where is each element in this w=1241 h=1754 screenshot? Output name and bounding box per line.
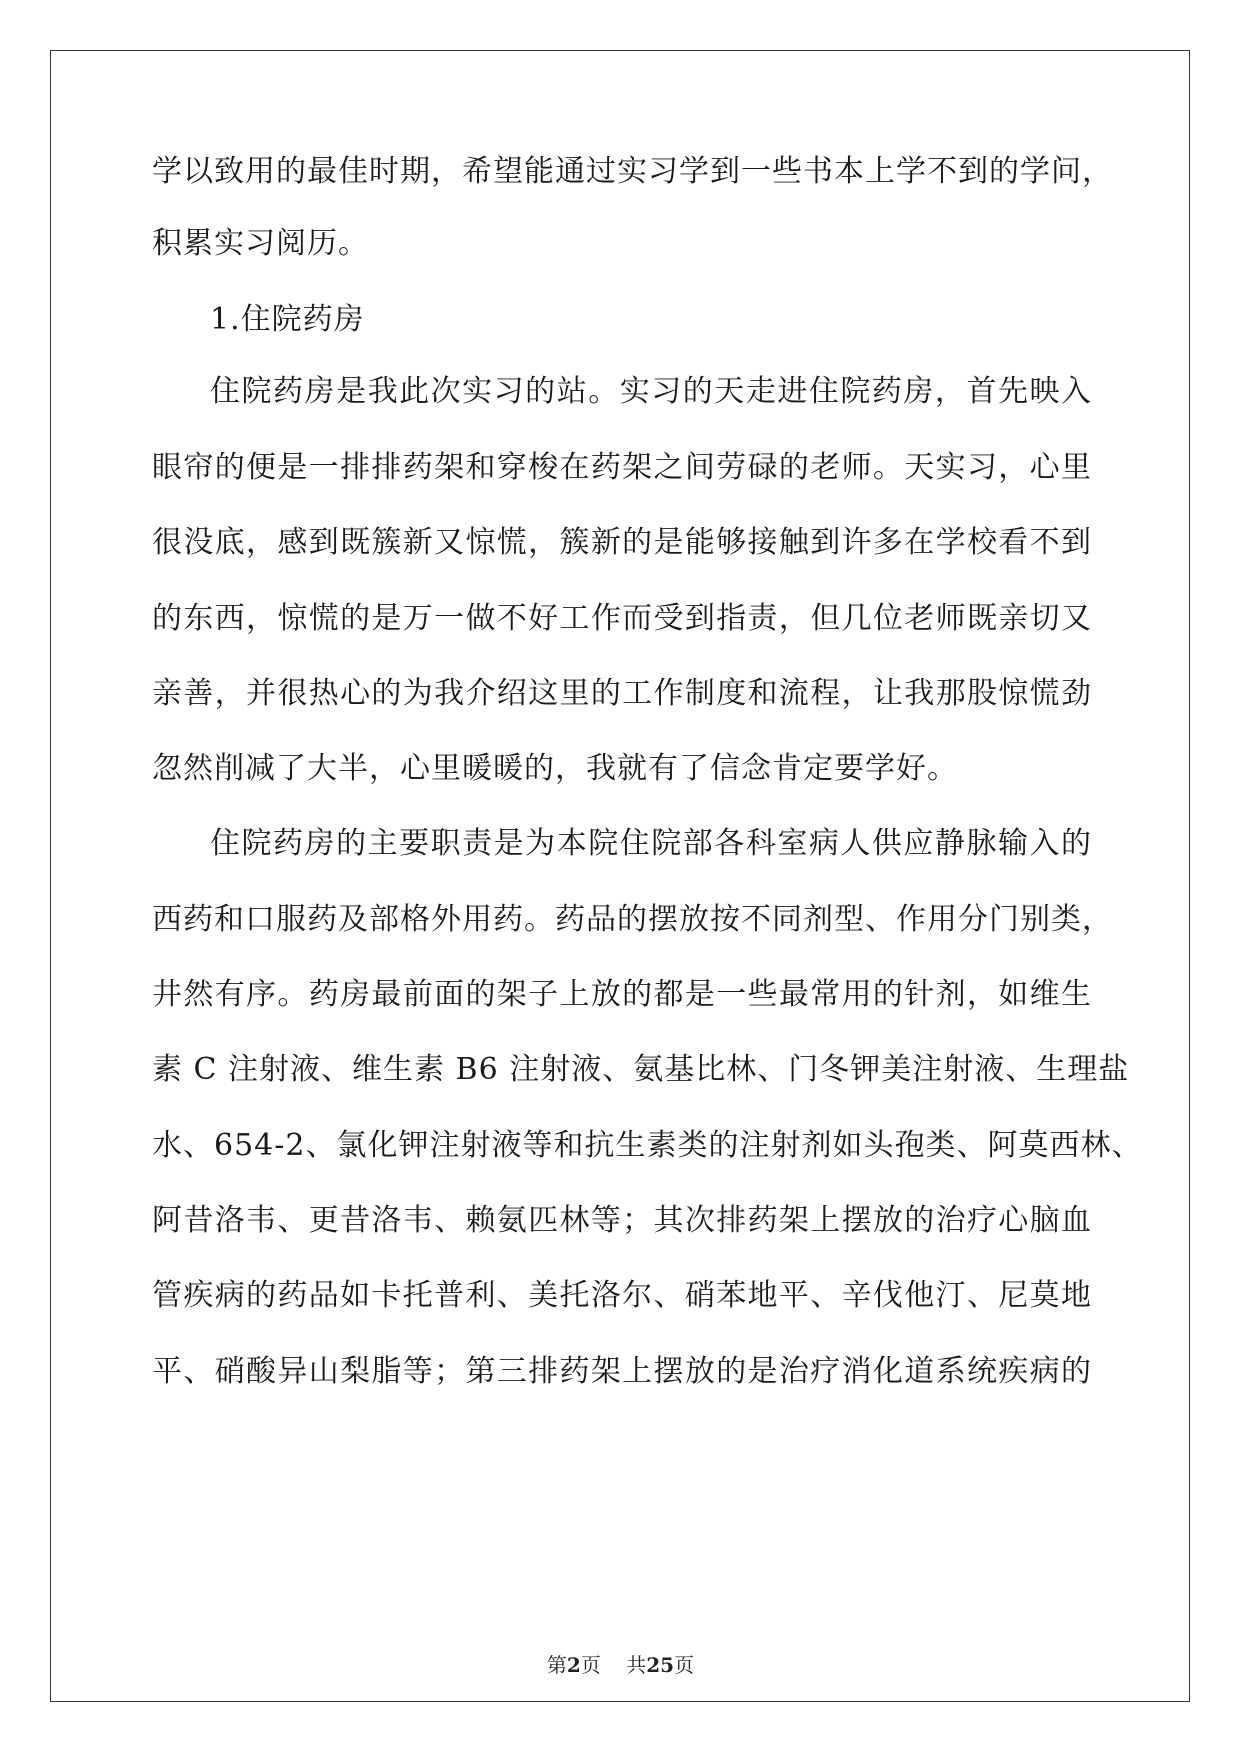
paragraph-line: 管疾病的药品如卡托普利、美托洛尔、硝苯地平、辛伐他汀、尼莫地 <box>152 1278 1092 1313</box>
page-number: 2 <box>566 1653 581 1677</box>
paragraph-line: 亲善，并很热心的为我介绍这里的工作制度和流程，让我那股惊慌劲 <box>152 676 1092 711</box>
paragraph-line: 住院药房的主要职责是为本院住院部各科室病人供应静脉输入的 <box>210 826 1092 861</box>
paragraph-line: 学以致用的最佳时期，希望能通过实习学到一些书本上学不到的学问， <box>152 154 1113 189</box>
paragraph-line: 西药和口服药及部格外用药。药品的摆放按不同剂型、作用分门别类， <box>152 902 1113 937</box>
paragraph-line: 平、硝酸异山梨脂等；第三排药架上摆放的是治疗消化道系统疾病的 <box>152 1354 1092 1389</box>
footer-page-suffix: 页 <box>580 1653 601 1677</box>
page-total: 25 <box>646 1653 675 1677</box>
footer-total-suffix: 页 <box>674 1653 695 1677</box>
paragraph-line: 眼帘的便是一排排药架和穿梭在药架之间劳碌的老师。天实习，心里 <box>152 450 1092 485</box>
paragraph-line: 井然有序。药房最前面的架子上放的都是一些最常用的针剂，如维生 <box>152 977 1092 1012</box>
paragraph-line: 阿昔洛韦、更昔洛韦、赖氨匹林等；其次排药架上摆放的治疗心脑血 <box>152 1203 1092 1238</box>
paragraph-line: 素 C 注射液、维生素 B6 注射液、氨基比林、门冬钾美注射液、生理盐 <box>152 1052 1130 1087</box>
page-footer <box>0 1652 1241 1678</box>
paragraph-line: 住院药房是我此次实习的站。实习的天走进住院药房，首先映入 <box>210 374 1092 409</box>
page-border <box>50 50 1190 1702</box>
footer-total-prefix: 共 <box>626 1653 647 1677</box>
footer-prefix: 第 <box>546 1653 567 1677</box>
paragraph-line: 积累实习阅历。 <box>152 226 369 261</box>
paragraph-line: 忽然削减了大半，心里暖暖的，我就有了信念肯定要学好。 <box>152 751 958 786</box>
paragraph-line: 的东西，惊慌的是万一做不好工作而受到指责，但几位老师既亲切又 <box>152 601 1092 636</box>
paragraph-line: 很没底，感到既簇新又惊慌，簇新的是能够接触到许多在学校看不到 <box>152 525 1092 560</box>
paragraph-line: 水、654-2、氯化钾注射液等和抗生素类的注射剂如头孢类、阿莫西林、 <box>152 1128 1143 1163</box>
section-heading: 1.住院药房 <box>210 302 365 337</box>
